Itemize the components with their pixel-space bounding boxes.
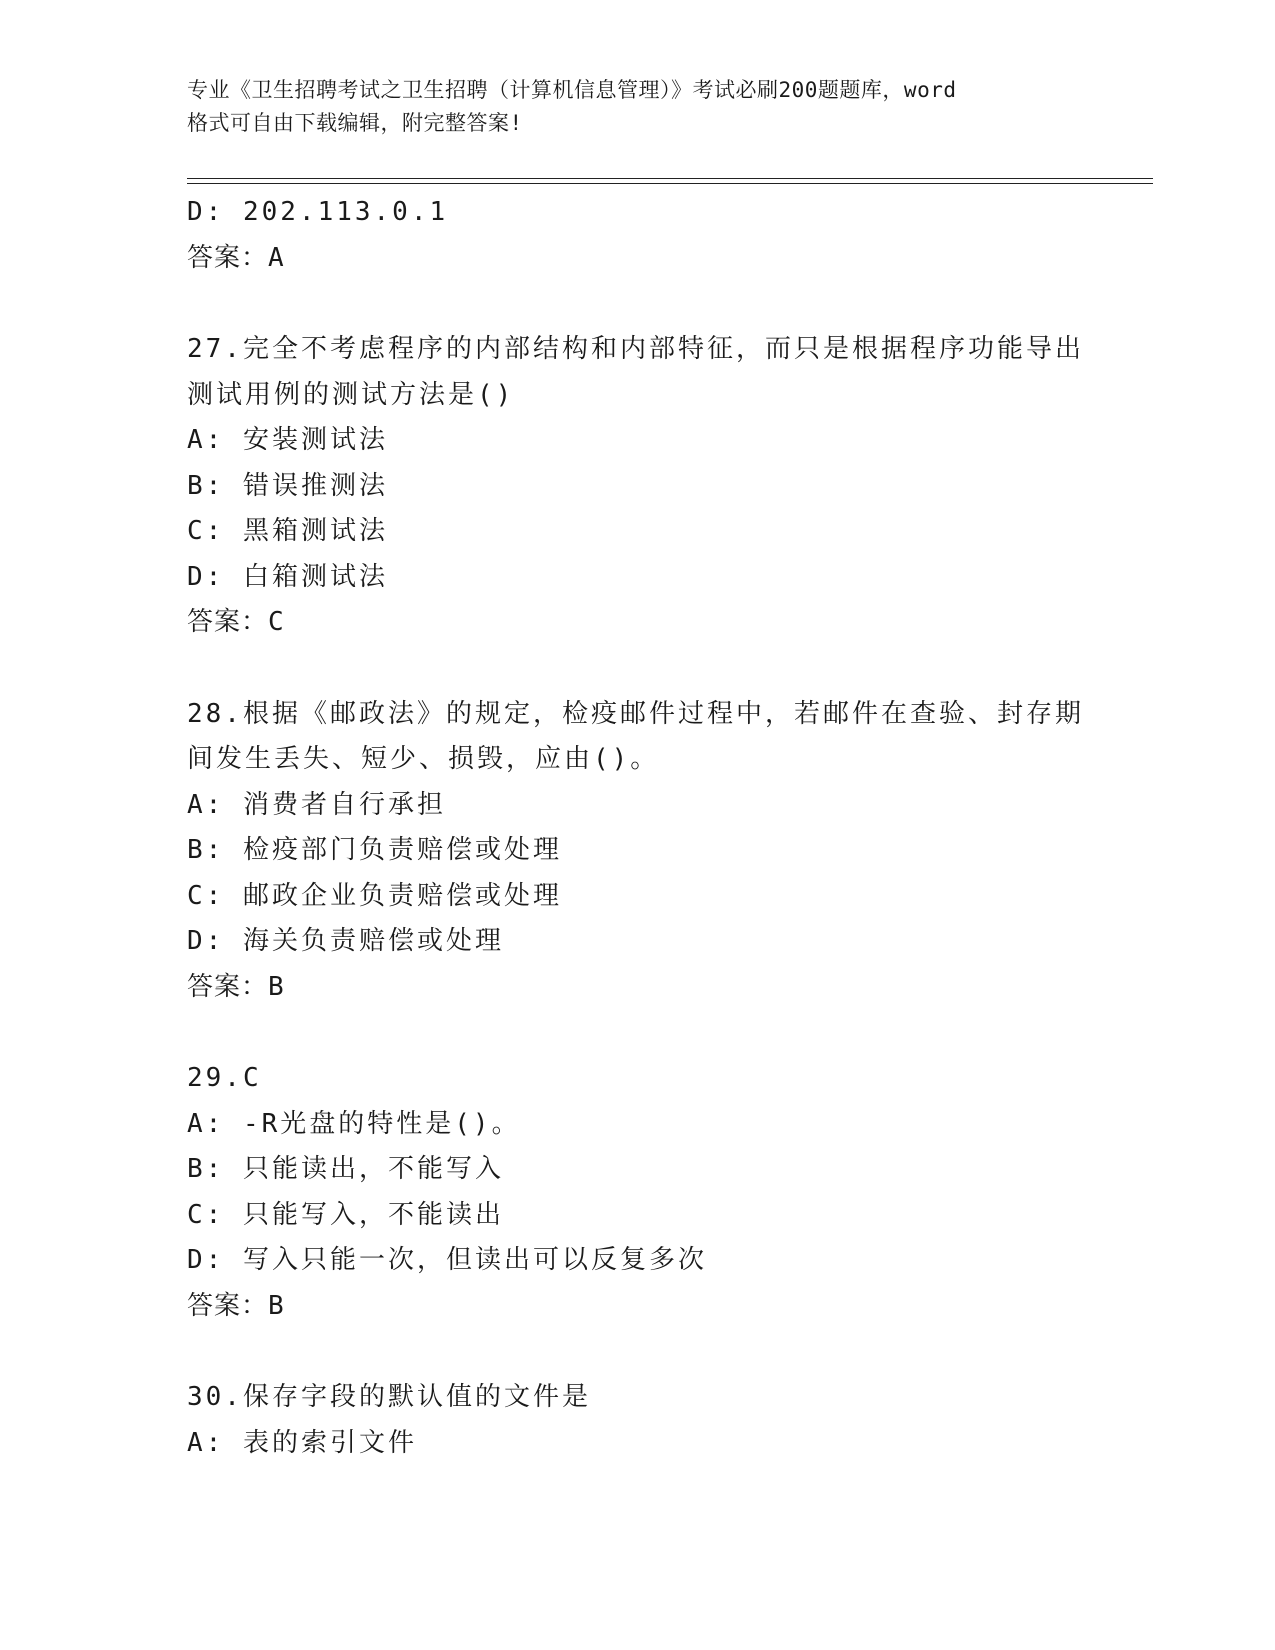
answer-text: 答案：C [187,607,285,637]
question-28 [187,692,1087,1011]
document-header [187,74,1087,140]
question-stem: 28.根据《邮政法》的规定，检疫邮件过程中，若邮件在查验、封存期 [187,698,1084,729]
option-d: D: 写入只能一次，但读出可以反复多次 [187,1245,707,1275]
question-stem-continued: 测试用例的测试方法是() [187,379,515,410]
question-29 [187,1056,1087,1329]
header-divider-top [187,178,1153,179]
spacer [187,646,1087,692]
option-b: B: 检疫部门负责赔偿或处理 [187,835,562,865]
question-27 [187,327,1087,646]
option-c: C: 邮政企业负责赔偿或处理 [187,880,562,911]
question-stem-continued: 间发生丢失、短少、损毁，应由()。 [187,744,660,774]
previous-question-tail [187,190,1087,281]
answer-text: 答案：A [187,242,285,273]
question-stem: 29.C [187,1063,262,1093]
option-d: D: 202.113.0.1 [187,197,449,227]
option-a: A: 安装测试法 [187,425,388,455]
option-b: B: 错误推测法 [187,470,388,501]
question-stem: 27.完全不考虑程序的内部结构和内部特征，而只是根据程序功能导出 [187,334,1084,364]
header-title-line-1: 专业《卫生招聘考试之卫生招聘（计算机信息管理）》考试必刷200题题库，word [187,78,957,102]
header-divider-bottom [187,183,1153,184]
option-a: A: -R光盘的特性是()。 [187,1108,521,1139]
spacer [187,1329,1087,1375]
option-b: B: 只能读出，不能写入 [187,1154,504,1184]
header-title-line-2: 格式可自由下载编辑，附完整答案! [187,111,523,135]
option-d: D: 白箱测试法 [187,561,388,592]
question-30 [187,1375,1087,1466]
option-c: C: 黑箱测试法 [187,516,388,546]
answer-text: 答案：B [187,1290,285,1321]
answer-text: 答案：B [187,971,285,1002]
question-stem: 30.保存字段的默认值的文件是 [187,1382,591,1412]
option-d: D: 海关负责赔偿或处理 [187,926,504,956]
option-a: A: 表的索引文件 [187,1427,417,1458]
option-c: C: 只能写入，不能读出 [187,1199,504,1230]
spacer [187,1010,1087,1056]
spacer [187,281,1087,327]
question-list [187,190,1087,1466]
option-a: A: 消费者自行承担 [187,789,446,820]
